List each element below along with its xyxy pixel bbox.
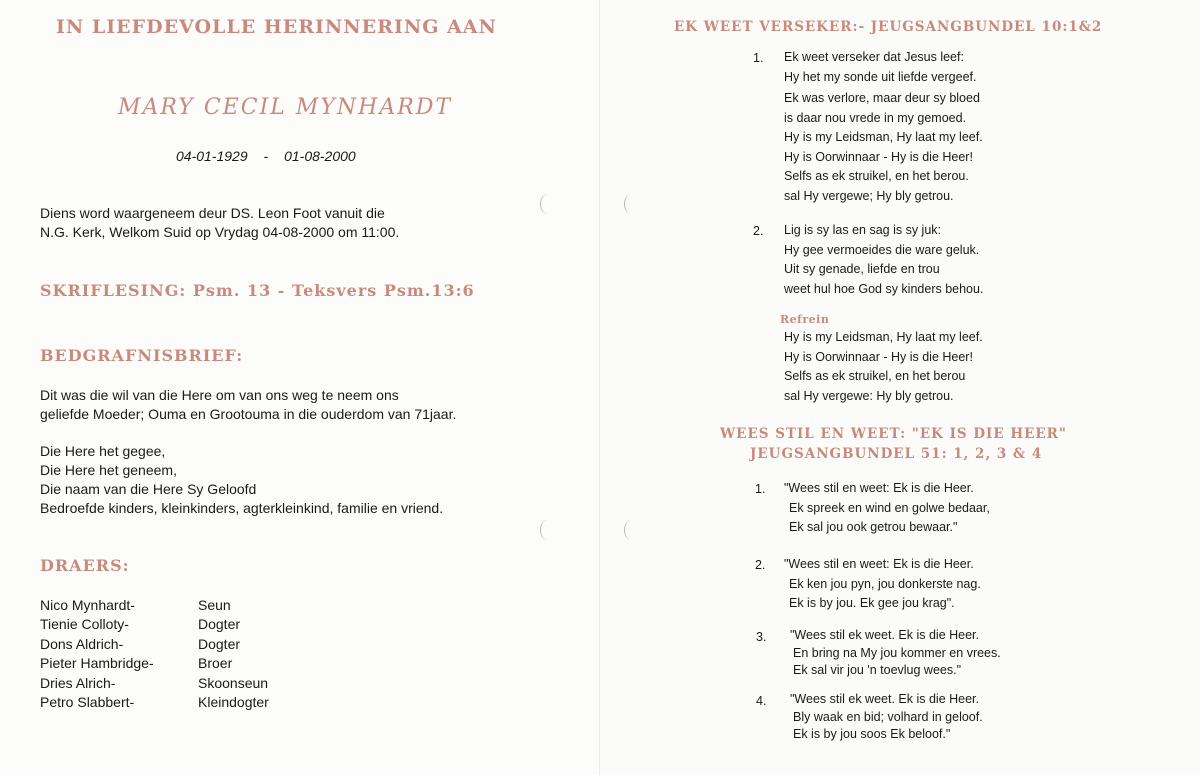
hymn1-verse1 — [784, 48, 976, 87]
life-dates — [176, 148, 356, 164]
lyric-line: Hy is Oorwinnaar - Hy is die Heer! — [784, 349, 973, 364]
lyric-line: En bring na My jou kommer en vrees. — [793, 645, 1001, 660]
bearer-row — [40, 616, 269, 635]
funeral-letter — [40, 386, 456, 424]
punch-hole-mark — [540, 194, 555, 214]
hymn2-source: JEUGSANGBUNDEL 51: 1, 2, 3 & 4 — [750, 446, 1043, 462]
lyric-line: Hy is Oorwinnaar - Hy is die Heer! — [784, 149, 973, 164]
bearer-name: Dons Aldrich- — [40, 635, 124, 652]
verse-number: 2. — [753, 224, 764, 238]
verse-line: Die Here het geneem, — [40, 462, 177, 478]
verse-line: Die Here het gegee, — [40, 443, 166, 459]
lyric-line: sal Hy vergewe: Hy bly getrou. — [784, 388, 954, 403]
lyric-line: Ek was verlore, maar deur sy bloed — [784, 91, 980, 105]
death-date: 01-08-2000 — [284, 148, 356, 164]
bearer-relation: Skoonseun — [198, 674, 269, 691]
lyric-line: Ek is by jou. Ek gee jou krag". — [789, 596, 955, 610]
closing-verse — [40, 442, 443, 518]
memorial-header: IN LIEFDEVOLLE HERINNERING AAN — [56, 16, 497, 38]
lyric-line: Ek weet verseker dat Jesus leef: — [784, 50, 964, 64]
bearer-row — [40, 675, 269, 694]
birth-date: 04-01-1929 — [176, 148, 248, 164]
bearer-relation: Kleindogter — [198, 693, 269, 710]
verse-number: 1. — [753, 51, 764, 65]
punch-hole-mark — [624, 520, 639, 540]
lyric-line: Hy gee vermoeides die ware geluk. — [784, 242, 980, 257]
refrain-label: Refrein — [780, 313, 830, 326]
bearer-name: Petro Slabbert- — [40, 693, 135, 710]
scripture-heading: SKRIFLESING: Psm. 13 - Teksvers Psm.13:6 — [40, 281, 475, 300]
hymn2-verse1 — [784, 479, 990, 538]
verse-line: Bedroefde kinders, kleinkinders, agterkleinkind, familie en vriend. — [40, 500, 444, 516]
hymn2-title: WEES STIL EN WEET: "EK IS DIE HEER" — [720, 426, 1067, 442]
verse-line: Die naam van die Here Sy Geloofd — [40, 481, 257, 497]
lyric-line: Ek sal jou ook getrou bewaar." — [789, 520, 958, 534]
right-page — [600, 0, 1200, 775]
verse-number: 4. — [756, 694, 767, 708]
bearer-relation: Dogter — [198, 616, 241, 633]
bearer-row — [40, 655, 269, 674]
lyric-line: Ek spreek en wind en golwe bedaar, — [789, 500, 990, 515]
lyric-line: Ek ken jou pyn, jou donkerste nag. — [789, 576, 981, 591]
bearer-row — [40, 636, 269, 655]
bearers-list — [40, 597, 269, 713]
hymn1-verse1-continued — [784, 89, 983, 206]
lyric-line: "Wees stil ek weet. Ek is die Heer. — [790, 628, 980, 642]
hymn2-verse3 — [790, 627, 1001, 680]
lyric-line: Ek sal vir jou 'n toevlug wees." — [793, 663, 962, 677]
verse-number: 3. — [756, 630, 767, 644]
hymn1-title: EK WEET VERSEKER:- JEUGSANGBUNDEL 10:1&2 — [674, 19, 1103, 35]
lyric-line: "Wees stil ek weet. Ek is die Heer. — [790, 692, 980, 706]
hymn1-verse2 — [784, 221, 983, 299]
verse-number: 1. — [755, 482, 766, 496]
bearer-name: Nico Mynhardt- — [40, 597, 135, 613]
lyric-line: weet hul hoe God sy kinders behou. — [784, 281, 984, 296]
lyric-line: Hy het my sonde uit liefde vergeef. — [784, 69, 977, 84]
lyric-line: Hy is my Leidsman, Hy laat my leef. — [784, 330, 983, 344]
refrain — [784, 328, 983, 406]
lyric-line: Bly waak en bid; volhard in geloof. — [793, 709, 983, 724]
lyric-line: "Wees stil en weet: Ek is die Heer. — [784, 481, 974, 495]
service-info — [40, 204, 399, 242]
lyric-line: Lig is sy las en sag is sy juk: — [784, 223, 942, 237]
letter-line: Dit was die wil van die Here om van ons weg te neem ons — [40, 387, 399, 403]
bearer-name: Pieter Hambridge- — [40, 655, 154, 672]
lyric-line: is daar nou vrede in my gemoed. — [784, 110, 967, 125]
bearer-relation: Dogter — [198, 635, 241, 652]
lyric-line: "Wees stil en weet: Ek is die Heer. — [784, 557, 974, 571]
service-line: N.G. Kerk, Welkom Suid op Vrydag 04-08-2000 om 11:00. — [40, 224, 400, 240]
bearer-relation: Seun — [198, 597, 231, 613]
punch-hole-mark — [624, 194, 639, 214]
lyric-line: Hy is my Leidsman, Hy laat my leef. — [784, 130, 983, 144]
lyric-line: Uit sy genade, liefde en trou — [784, 262, 940, 276]
bearer-name: Dries Alrich- — [40, 674, 116, 691]
lyric-line: Selfs as ek struikel, en het berou. — [784, 169, 969, 183]
verse-number: 2. — [755, 558, 766, 572]
lyric-line: Selfs as ek struikel, en het berou — [784, 369, 966, 383]
bearer-row — [40, 597, 269, 616]
hymn2-verse4 — [790, 691, 983, 744]
service-line: Diens word waargeneem deur DS. Leon Foot vanuit die — [40, 205, 385, 221]
deceased-name: MARY CECIL MYNHARDT — [118, 95, 453, 120]
punch-hole-mark — [540, 520, 555, 540]
date-separator: - — [263, 148, 269, 164]
hymn2-verse2 — [784, 555, 981, 614]
bearer-row — [40, 694, 269, 713]
lyric-line: sal Hy vergewe; Hy bly getrou. — [784, 188, 954, 203]
funeral-letter-heading: BEDGRAFNISBRIEF: — [40, 346, 244, 365]
letter-line: geliefde Moeder; Ouma en Grootouma in die ouderdom van 71jaar. — [40, 406, 457, 422]
bearer-relation: Broer — [198, 655, 233, 672]
bearer-name: Tienie Colloty- — [40, 616, 129, 633]
bearers-heading: DRAERS: — [40, 556, 130, 575]
lyric-line: Ek is by jou soos Ek beloof." — [793, 727, 951, 741]
